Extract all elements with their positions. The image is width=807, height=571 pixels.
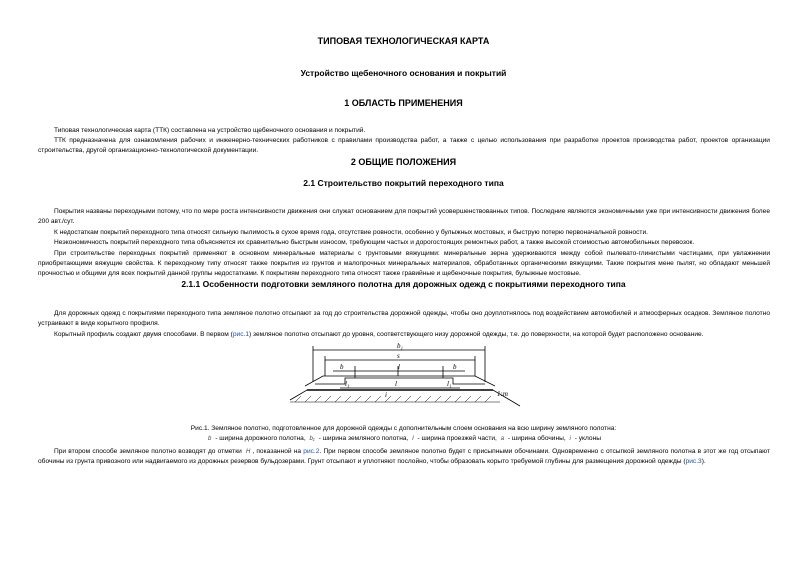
pavement-layer — [305, 376, 495, 386]
label-slope: 1:m — [497, 390, 508, 398]
paragraph: Типовая технологическая карта (ТТК) составлена на устройство щебеночного основания и покрытий. — [54, 127, 366, 134]
label-s: s — [397, 352, 400, 360]
paragraph: Неэкономичность покрытий переходного типа объясняется их сравнительно быстрым износом, требующим частых и дорогостоящих ремонтных работ, а также высокой стоимостью автомобильных перевозок. — [54, 239, 695, 246]
legend-symbol: l — [412, 436, 414, 442]
document-subtitle: Устройство щебеночного основания и покрытий — [300, 68, 507, 78]
elevation-mark: H — [245, 449, 251, 455]
legend-symbol: b — [208, 436, 212, 442]
label-b-left: b — [340, 363, 344, 371]
figure-2-link[interactable]: рис.2 — [303, 448, 320, 455]
figure-1-cross-section — [285, 340, 525, 420]
ground-hatching — [290, 396, 500, 402]
paragraph: Покрытия названы переходными потому, что по мере роста интенсивности движения они служат основанием для покрытий усовершенствованных типов. Последние являются экономичными уже при интенсивности движения более 200 авт./сут. — [38, 208, 770, 225]
figure-1-legend: b - ширина дорожного полотна, b₁ - ширина земляного полотна, l - ширина проезжей части, a - ширина обочины, i - уклоны — [208, 435, 601, 442]
paragraph: Корытный профиль создают двумя способами. В первом (рис.1) земляное полотно отсыпают до уровня, соответствующего низу дорожной одежды, т.е. до поверхности, на которой будет расположено основание. — [54, 331, 704, 338]
legend-symbol: a — [500, 436, 505, 442]
label-l1-left: l₁ — [345, 380, 350, 388]
label-b1: b₁ — [397, 342, 403, 350]
label-i: i — [385, 391, 387, 399]
subsection-2-1-1-heading: 2.1.1 Особенности подготовки земляного полотна для дорожных одежд с покрытиями переходного типа — [181, 279, 626, 289]
paragraph: Для дорожных одежд с покрытиями переходного типа земляное полотно отсыпают за год до строительства дорожной одежды, чтобы оно доуплотнялось под воздействием автомобилей и атмосферных осадков. Земляное полотно устраивают в виде корытного профиля. — [38, 310, 770, 327]
paragraph: При втором способе земляное полотно возводят до отметки H , показанной на рис.2. При первом способе земляное полотно будет с присыпными обочинами. Одновременно с отсыпкой земляного полотна в этот же год отсыпают обочины из грунта привозного или надвигаемого из дорожных резервов бульдозерами. Грунт отсыпают и уплотняют послойно, чтобы образовать корыто требуемой глубины для размещения дорожной одежды (рис.3). — [38, 448, 770, 465]
figure-1-caption: Рис.1. Земляное полотно, подготовленное для дорожной одежды с дополнительным слоем основания на всю ширину земляного полотна: — [190, 425, 617, 432]
figure-3-link[interactable]: рис.3 — [685, 458, 702, 465]
label-b-right: b — [453, 363, 457, 371]
paragraph: При строительстве переходных покрытий применяют в основном минеральные материалы с грунтовыми вяжущими: минеральные зерна удерживаются между собой пылевато-глинистыми частицами, при увлажнении приобретающими вяжущие свойства. К переходному типу относят также покрытия из грунтов и малопрочных минеральных материалов, обработанных органическими вяжущими. Такие покрытия мене пылят, но обладают меньшей прочностью и общими для всех покрытий данной группы недостатками. К покрытиям переходного типа относят также гравийные и щебеночные покрытия, булыжные мостовые. — [38, 250, 770, 277]
section-1-heading: 1 ОБЛАСТЬ ПРИМЕНЕНИЯ — [344, 98, 463, 108]
label-l-mid: l — [395, 380, 397, 388]
document-title: ТИПОВАЯ ТЕХНОЛОГИЧЕСКАЯ КАРТА — [317, 36, 490, 46]
paragraph: К недостаткам покрытий переходного типа относят сильную пылимость в сухое время года, отсутствие ровности, особенно у булыжных мостовых, и быструю потерю первоначальной ровности. — [54, 229, 648, 236]
legend-symbol: i — [569, 436, 571, 442]
label-l: l — [398, 363, 400, 371]
figure-1-link[interactable]: рис.1 — [232, 331, 250, 338]
section-2-heading: 2 ОБЩИЕ ПОЛОЖЕНИЯ — [350, 157, 457, 167]
embankment-outline — [290, 390, 520, 406]
label-l1-right: l₁ — [447, 380, 452, 388]
subsection-2-1-heading: 2.1 Строительство покрытий переходного типа — [303, 178, 504, 188]
legend-symbol: b₁ — [309, 436, 315, 442]
paragraph: ТТК предназначена для ознакомления рабочих и инженерно-технических работников с правилами производства работ, а также с целью использования при разработке проектов производства работ, проектов организации строительства, другой организационно-технологической документации. — [38, 137, 770, 154]
